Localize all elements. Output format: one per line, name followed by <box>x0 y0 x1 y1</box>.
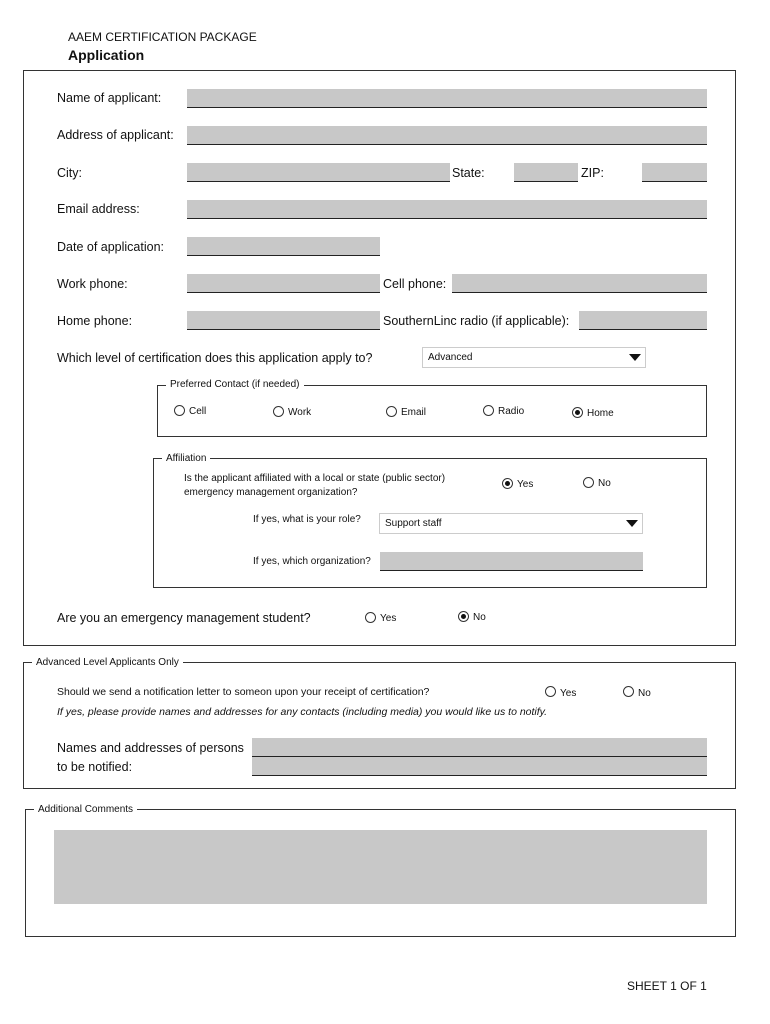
notification-no-label: No <box>638 688 651 699</box>
form-title: Application <box>68 47 145 63</box>
role-value: Support staff <box>385 518 442 529</box>
cell-phone-input[interactable] <box>452 274 707 293</box>
state-input[interactable] <box>514 163 578 182</box>
student-no-label: No <box>473 612 486 623</box>
names-label-line2: to be notified: <box>57 760 133 774</box>
organization-input[interactable] <box>380 552 643 571</box>
comments-textarea[interactable] <box>54 830 707 904</box>
affiliation-legend: Affiliation <box>162 453 210 464</box>
student-yes-label: Yes <box>380 613 397 624</box>
notification-yes-label: Yes <box>560 688 577 699</box>
southernlinc-input[interactable] <box>579 311 707 330</box>
cell-phone-label: Cell phone: <box>383 277 447 291</box>
name-input[interactable] <box>187 89 707 108</box>
notify-names-input[interactable] <box>252 738 707 776</box>
chevron-down-icon <box>626 520 638 527</box>
affiliation-question-line1: Is the applicant affiliated with a local or state (public sector) <box>184 473 446 484</box>
certification-level-select[interactable] <box>422 347 646 368</box>
contact-cell-radio[interactable] <box>174 405 185 416</box>
contact-work-label: Work <box>288 407 312 418</box>
contact-email-label: Email <box>401 407 427 418</box>
date-input[interactable] <box>187 237 380 256</box>
work-phone-input[interactable] <box>187 274 380 293</box>
notification-no-radio[interactable] <box>623 686 634 697</box>
role-select[interactable] <box>379 513 643 534</box>
role-label: If yes, what is your role? <box>253 514 361 525</box>
comments-legend: Additional Comments <box>34 804 137 815</box>
names-label-line1: Names and addresses of persons <box>57 741 244 755</box>
state-label: State: <box>452 166 485 180</box>
zip-input[interactable] <box>642 163 707 182</box>
notification-yes-radio[interactable] <box>545 686 556 697</box>
email-label: Email address: <box>57 202 140 216</box>
contact-cell-label: Cell <box>189 406 207 417</box>
date-label: Date of application: <box>57 240 165 254</box>
address-label: Address of applicant: <box>57 128 174 142</box>
preferred-contact-box <box>157 385 707 437</box>
affiliation-question-line2: emergency management organization? <box>184 487 358 498</box>
contact-work-radio[interactable] <box>273 406 284 417</box>
contact-home-radio[interactable] <box>572 407 583 418</box>
home-phone-input[interactable] <box>187 311 380 330</box>
contact-radio-radio[interactable] <box>483 405 494 416</box>
certification-level-value: Advanced <box>428 352 473 363</box>
city-label: City: <box>57 166 82 180</box>
student-no-radio[interactable] <box>458 611 469 622</box>
student-question: Are you an emergency management student? <box>57 611 311 625</box>
city-input[interactable] <box>187 163 450 182</box>
notification-question: Should we send a notification letter to someon upon your receipt of certification? <box>57 686 430 698</box>
certification-question: Which level of certification does this application apply to? <box>57 351 373 365</box>
zip-label: ZIP: <box>581 166 604 180</box>
contact-email-radio[interactable] <box>386 406 397 417</box>
work-phone-label: Work phone: <box>57 277 128 291</box>
contact-home-label: Home <box>587 408 614 419</box>
organization-label: If yes, which organization? <box>253 556 371 567</box>
home-phone-label: Home phone: <box>57 314 133 328</box>
southernlinc-label: SouthernLinc radio (if applicable): <box>383 314 570 328</box>
preferred-contact-legend: Preferred Contact (if needed) <box>166 379 304 390</box>
chevron-down-icon <box>629 354 641 361</box>
address-input[interactable] <box>187 126 707 145</box>
student-yes-radio[interactable] <box>365 612 376 623</box>
advanced-legend: Advanced Level Applicants Only <box>32 657 183 668</box>
contact-radio-label: Radio <box>498 406 525 417</box>
affiliation-yes-label: Yes <box>517 479 534 490</box>
affiliation-yes-radio[interactable] <box>502 478 513 489</box>
affiliation-no-radio[interactable] <box>583 477 594 488</box>
affiliation-no-label: No <box>598 478 611 489</box>
notification-instruction: If yes, please provide names and addresses for any contacts (including media) you would like us to notify. <box>57 706 548 718</box>
package-title: AAEM CERTIFICATION PACKAGE <box>68 30 257 44</box>
email-input[interactable] <box>187 200 707 219</box>
name-label: Name of applicant: <box>57 91 162 105</box>
sheet-number: SHEET 1 OF 1 <box>627 979 707 993</box>
